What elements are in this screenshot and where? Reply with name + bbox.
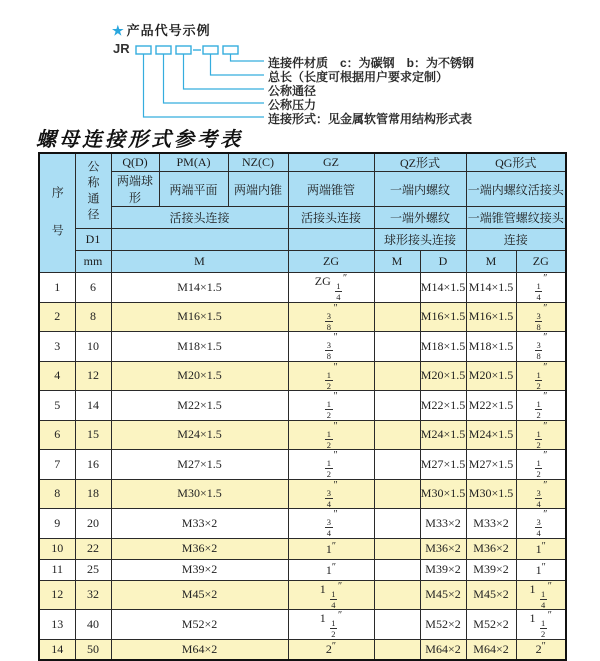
code-label-length: 总长（长度可根据用户要求定制） [268, 70, 449, 84]
cell-qz-m [374, 273, 420, 303]
end-type-header-qg: 一端内螺纹活接头 [466, 172, 566, 207]
cell-qz-d: M20×1.5 [420, 361, 466, 391]
seq-header: 序号 [39, 153, 75, 273]
cell-qg-zg: $\frac{3}{8}$ ″ [516, 302, 566, 332]
cell-qz-d: M33×2 [420, 509, 466, 539]
cell-zg: $\frac{1}{2}$ ″ [288, 361, 374, 391]
connection-header-union2: 活接头连接 [288, 207, 374, 229]
reference-table [38, 152, 567, 661]
cell-mm: 15 [75, 420, 111, 450]
code-prefix: JR [113, 41, 130, 56]
cell-zg: $\frac{3}{8}$ ″ [288, 302, 374, 332]
cell-qz-d: M64×2 [420, 639, 466, 660]
cell-qz-d: M14×1.5 [420, 273, 466, 303]
group-header-qd: Q(D) [111, 153, 159, 172]
cell-m: M39×2 [111, 559, 288, 580]
diagram-title [112, 20, 211, 39]
code-label-material: 连接件材质 c：为碳钢 b：为不锈钢 [268, 56, 475, 70]
code-box [176, 46, 191, 54]
cell-qg-zg: $\frac{1}{2}$ ″ [516, 361, 566, 391]
product-code-diagram [0, 0, 600, 126]
cell-no: 1 [39, 273, 75, 303]
thread-col-header-qg-m: M [466, 251, 516, 273]
connection-header-qz: 一端外螺纹 [374, 207, 466, 229]
cell-m: M14×1.5 [111, 273, 288, 303]
cell-no: 8 [39, 479, 75, 509]
cell-mm: 6 [75, 273, 111, 303]
connector-line [231, 54, 265, 61]
cell-no: 7 [39, 450, 75, 480]
cell-no: 2 [39, 302, 75, 332]
table-row [39, 610, 566, 640]
cell-qz-d: M45×2 [420, 580, 466, 610]
cell-zg: 1″ [288, 538, 374, 559]
code-label-form: 连接形式：见金属软管常用结构形式表 [268, 112, 473, 126]
mm-header: mm [75, 251, 111, 273]
cell-qz-m [374, 538, 420, 559]
cell-qz-d: M52×2 [420, 610, 466, 640]
cell-mm: 8 [75, 302, 111, 332]
end-type-header-gz: 两端锥管 [288, 172, 374, 207]
cell-qg-m: M36×2 [466, 538, 516, 559]
nominal-diameter-header: 公称通径 [75, 153, 111, 229]
cell-m: M16×1.5 [111, 302, 288, 332]
cell-qz-m [374, 479, 420, 509]
cell-no: 5 [39, 391, 75, 421]
cell-m: M64×2 [111, 639, 288, 660]
cell-qz-m [374, 610, 420, 640]
cell-qg-zg: $\frac{1}{4}$ ″ [516, 273, 566, 303]
connection-header-qg: 一端锥管螺纹接头 [466, 207, 566, 229]
table-row [39, 509, 566, 539]
cell-mm: 12 [75, 361, 111, 391]
cell-no: 10 [39, 538, 75, 559]
page-title: 螺母连接形式参考表 [36, 129, 243, 151]
table-body [39, 273, 566, 661]
table-row [39, 420, 566, 450]
cell-m: M33×2 [111, 509, 288, 539]
cell-no: 14 [39, 639, 75, 660]
code-box [203, 46, 218, 54]
connector-line [144, 54, 265, 117]
cell-qz-m [374, 580, 420, 610]
thread-col-header-qz-d: D [420, 251, 466, 273]
cell-mm: 22 [75, 538, 111, 559]
diagram-title-text: 产品代号示例 [126, 23, 211, 38]
cell-qz-m [374, 332, 420, 362]
cell-qz-d: M16×1.5 [420, 302, 466, 332]
cell-qz-d: M30×1.5 [420, 479, 466, 509]
end-type-header-nz: 两端内锥 [228, 172, 288, 207]
cell-zg: ZG $\frac{1}{4}$ ″ [288, 273, 374, 303]
cell-qg-m: M16×1.5 [466, 302, 516, 332]
connector-line [211, 54, 265, 75]
cell-mm: 20 [75, 509, 111, 539]
cell-zg: $\frac{1}{2}$ ″ [288, 391, 374, 421]
cell-mm: 16 [75, 450, 111, 480]
cell-m: M24×1.5 [111, 420, 288, 450]
cell-m: M27×1.5 [111, 450, 288, 480]
group-header-gz: GZ [288, 153, 374, 172]
table-row [39, 273, 566, 303]
table-row [39, 639, 566, 660]
table-row [39, 538, 566, 559]
cell-zg: 2″ [288, 639, 374, 660]
cell-qz-d: M24×1.5 [420, 420, 466, 450]
empty-cell [111, 229, 288, 251]
cell-qz-d: M22×1.5 [420, 391, 466, 421]
joint-header-qg: 连接 [466, 229, 566, 251]
cell-qz-d: M18×1.5 [420, 332, 466, 362]
cell-qg-zg: $\frac{1}{2}$ ″ [516, 391, 566, 421]
cell-zg: $\frac{1}{2}$ ″ [288, 450, 374, 480]
cell-mm: 40 [75, 610, 111, 640]
end-type-header-pm: 两端平面 [159, 172, 228, 207]
cell-no: 9 [39, 509, 75, 539]
cell-mm: 18 [75, 479, 111, 509]
code-box [156, 46, 171, 54]
end-type-header-q: 两端球形 [111, 172, 159, 207]
group-header-nzc: NZ(C) [228, 153, 288, 172]
cell-qg-zg: $\frac{3}{8}$ ″ [516, 332, 566, 362]
cell-qz-m [374, 361, 420, 391]
cell-zg: $\frac{3}{4}$ ″ [288, 479, 374, 509]
cell-no: 4 [39, 361, 75, 391]
cell-qg-m: M20×1.5 [466, 361, 516, 391]
cell-qz-m [374, 420, 420, 450]
cell-qg-m: M22×1.5 [466, 391, 516, 421]
cell-qg-m: M14×1.5 [466, 273, 516, 303]
code-box [223, 46, 238, 54]
cell-no: 3 [39, 332, 75, 362]
cell-qz-d: M36×2 [420, 538, 466, 559]
cell-zg: 1 $\frac{1}{2}$ ″ [288, 610, 374, 640]
cell-qz-d: M27×1.5 [420, 450, 466, 480]
table-row [39, 302, 566, 332]
group-header-qz: QZ形式 [374, 153, 466, 172]
cell-mm: 10 [75, 332, 111, 362]
cell-qg-zg: 2″ [516, 639, 566, 660]
cell-qz-m [374, 450, 420, 480]
cell-qz-m [374, 302, 420, 332]
cell-m: M45×2 [111, 580, 288, 610]
empty-cell [288, 229, 374, 251]
cell-qz-m [374, 391, 420, 421]
connection-header-union1: 活接头连接 [111, 207, 288, 229]
code-label-pressure: 公称压力 [268, 98, 317, 112]
cell-qg-zg: $\frac{1}{2}$ ″ [516, 450, 566, 480]
thread-col-header-qz-m: M [374, 251, 420, 273]
cell-qg-zg: $\frac{1}{2}$ ″ [516, 420, 566, 450]
cell-qg-m: M64×2 [466, 639, 516, 660]
cell-qg-zg: $\frac{3}{4}$ ″ [516, 509, 566, 539]
cell-zg: 1 $\frac{1}{4}$ ″ [288, 580, 374, 610]
cell-no: 12 [39, 580, 75, 610]
cell-mm: 14 [75, 391, 111, 421]
cell-qg-m: M33×2 [466, 509, 516, 539]
cell-mm: 25 [75, 559, 111, 580]
connector-line [184, 54, 265, 89]
cell-qg-m: M27×1.5 [466, 450, 516, 480]
cell-qg-m: M52×2 [466, 610, 516, 640]
end-type-header-qz: 一端内螺纹 [374, 172, 466, 207]
cell-qg-zg: 1″ [516, 559, 566, 580]
cell-qg-zg: 1″ [516, 538, 566, 559]
cell-qz-m [374, 559, 420, 580]
cell-m: M22×1.5 [111, 391, 288, 421]
cell-zg: $\frac{1}{2}$ ″ [288, 420, 374, 450]
code-label-diameter: 公称通径 [268, 84, 317, 98]
thread-col-header-m: M [111, 251, 288, 273]
table-row [39, 332, 566, 362]
cell-m: M52×2 [111, 610, 288, 640]
cell-no: 13 [39, 610, 75, 640]
cell-qg-m: M45×2 [466, 580, 516, 610]
cell-mm: 50 [75, 639, 111, 660]
table-row [39, 559, 566, 580]
group-header-qg: QG形式 [466, 153, 566, 172]
code-box [136, 46, 151, 54]
cell-qg-zg: 1 $\frac{1}{2}$ ″ [516, 610, 566, 640]
cell-m: M36×2 [111, 538, 288, 559]
joint-header-qz: 球形接头连接 [374, 229, 466, 251]
star-icon: ★ [112, 23, 125, 38]
cell-m: M30×1.5 [111, 479, 288, 509]
cell-mm: 32 [75, 580, 111, 610]
cell-zg: $\frac{3}{8}$ ″ [288, 332, 374, 362]
cell-zg: $\frac{3}{4}$ ″ [288, 509, 374, 539]
thread-col-header-zg: ZG [288, 251, 374, 273]
cell-qg-zg: 1 $\frac{1}{4}$ ″ [516, 580, 566, 610]
table-row [39, 361, 566, 391]
group-header-pma: PM(A) [159, 153, 228, 172]
cell-no: 11 [39, 559, 75, 580]
d1-header: D1 [75, 229, 111, 251]
table-row [39, 391, 566, 421]
cell-qz-m [374, 639, 420, 660]
cell-zg: 1″ [288, 559, 374, 580]
cell-qz-m [374, 509, 420, 539]
cell-qg-zg: $\frac{3}{4}$ ″ [516, 479, 566, 509]
cell-m: M20×1.5 [111, 361, 288, 391]
table-row [39, 450, 566, 480]
cell-qg-m: M24×1.5 [466, 420, 516, 450]
cell-qg-m: M18×1.5 [466, 332, 516, 362]
table-row [39, 479, 566, 509]
thread-col-header-qg-zg: ZG [516, 251, 566, 273]
cell-qg-m: M30×1.5 [466, 479, 516, 509]
cell-no: 6 [39, 420, 75, 450]
cell-qz-d: M39×2 [420, 559, 466, 580]
table-row [39, 580, 566, 610]
cell-m: M18×1.5 [111, 332, 288, 362]
cell-qg-m: M39×2 [466, 559, 516, 580]
